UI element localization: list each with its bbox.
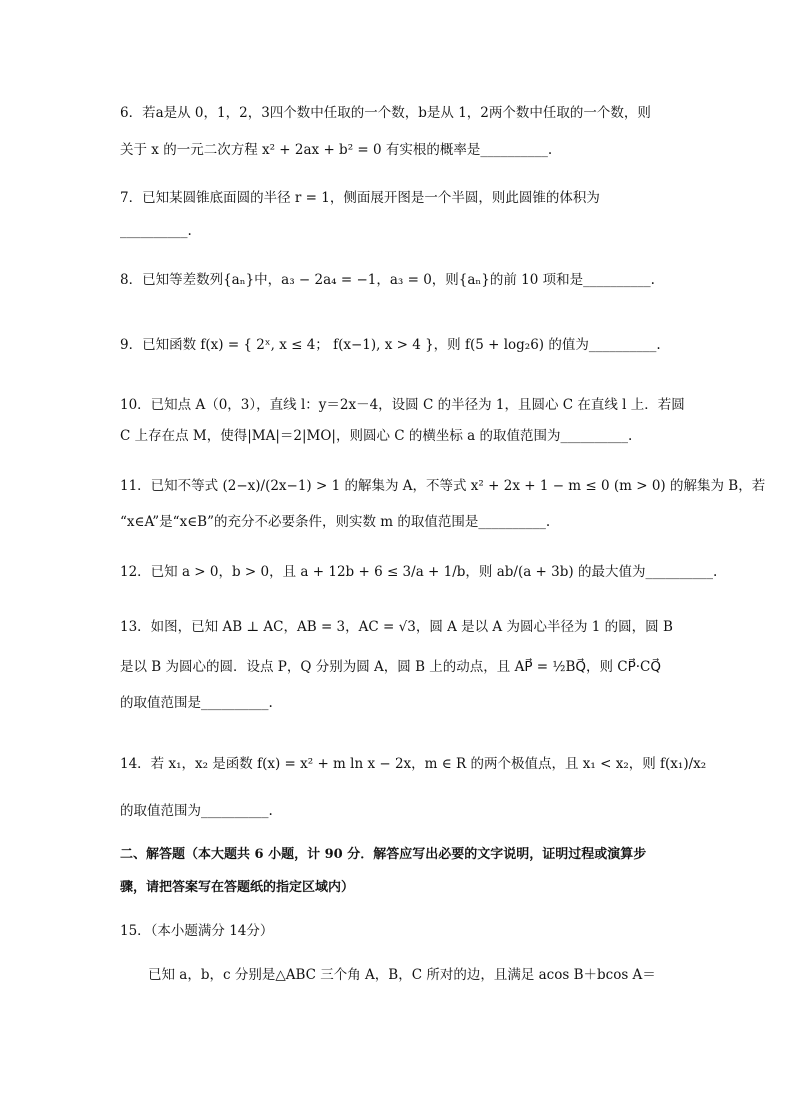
q7-line-2: __________.: [120, 223, 192, 239]
q9-line: 9．已知函数 f(x) = { 2ˣ, x ≤ 4； f(x−1), x > 4 }，则 f(5 + log₂6) 的值为__________.: [120, 337, 661, 353]
q8-line: 8．已知等差数列{aₙ}中，a₃ − 2a₄ = −1，a₃ = 0，则{aₙ}的前 10 项和是__________.: [120, 272, 655, 288]
q6-line-1: 6．若a是从 0，1，2，3四个数中任取的一个数，b是从 1，2两个数中任取的一个数，则: [120, 105, 651, 121]
q6-line-2: 关于 x 的一元二次方程 x² + 2ax + b² = 0 有实根的概率是__________.: [120, 142, 553, 158]
section2-heading-1: 二、解答题（本大题共 6 小题，计 90 分．解答应写出必要的文字说明，证明过程或演算步: [120, 847, 647, 862]
q12-line: 12．已知 a > 0，b > 0，且 a + 12b + 6 ≤ 3/a + 1/b，则 ab/(a + 3b) 的最大值为__________.: [120, 564, 718, 580]
q14-line-2: 的取值范围为__________.: [120, 803, 273, 819]
q15-title: 15．（本小题满分 14分）: [120, 923, 274, 939]
q13-line-1: 13．如图，已知 AB ⊥ AC，AB = 3，AC = √3，圆 A 是以 A 为圆心半径为 1 的圆，圆 B: [120, 619, 673, 635]
q11-line-2: “x∈A”是“x∈B”的充分不必要条件，则实数 m 的取值范围是__________.: [120, 514, 551, 530]
section2-heading-2: 骤，请把答案写在答题纸的指定区域内）: [120, 880, 355, 895]
q15-body: 已知 a，b，c 分别是△ABC 三个角 A，B，C 所对的边，且满足 acos B＋bcos A＝: [148, 967, 656, 983]
q10-line-1: 10．已知点 A（0，3），直线 l：y＝2x－4，设圆 C 的半径为 1，且圆心 C 在直线 l 上．若圆: [120, 397, 685, 413]
q11-line-1: 11．已知不等式 (2−x)/(2x−1) > 1 的解集为 A，不等式 x² + 2x + 1 − m ≤ 0 (m > 0) 的解集为 B，若: [120, 478, 766, 494]
q14-line-1: 14．若 x₁，x₂ 是函数 f(x) = x² + m ln x − 2x，m ∈ R 的两个极值点，且 x₁ < x₂，则 f(x₁)/x₂: [120, 756, 707, 772]
q13-line-2: 是以 B 为圆心的圆．设点 P，Q 分别为圆 A，圆 B 上的动点，且 AP⃗ = ½BQ⃗，则 CP⃗·CQ⃗: [120, 659, 661, 675]
q10-line-2: C 上存在点 M，使得|MA|＝2|MO|，则圆心 C 的横坐标 a 的取值范围为__________.: [120, 428, 633, 444]
q7-line-1: 7．已知某圆锥底面圆的半径 r = 1，侧面展开图是一个半圆，则此圆锥的体积为: [120, 190, 600, 206]
q13-line-3: 的取值范围是__________.: [120, 695, 273, 711]
